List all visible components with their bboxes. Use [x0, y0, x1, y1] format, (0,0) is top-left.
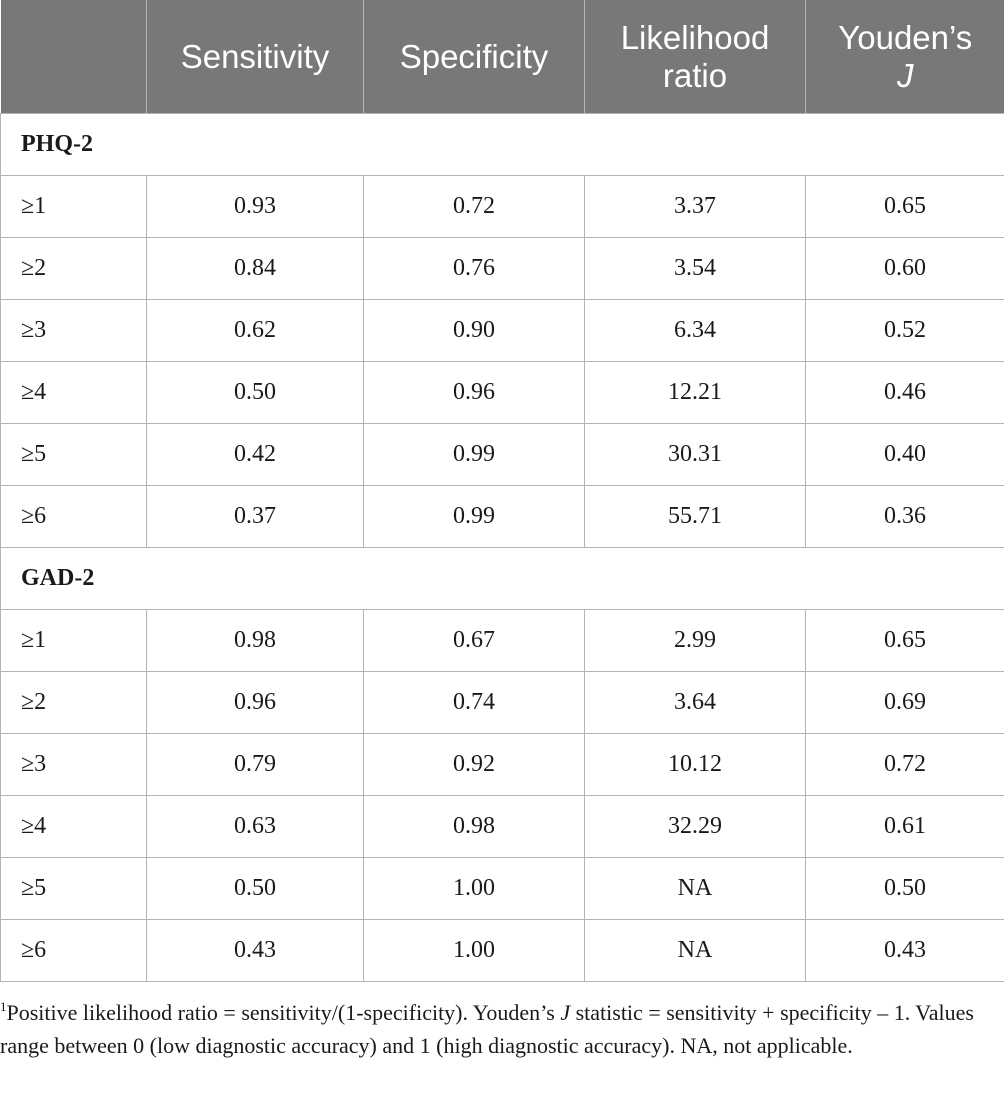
- likelihood-ratio-cell: 10.12: [585, 734, 806, 796]
- threshold-cell: ≥2: [1, 238, 147, 300]
- specificity-cell: 1.00: [364, 858, 585, 920]
- header-sensitivity: Sensitivity: [147, 0, 364, 114]
- table-row: [1, 796, 1004, 858]
- likelihood-ratio-cell: 12.21: [585, 362, 806, 424]
- likelihood-ratio-cell: 3.64: [585, 672, 806, 734]
- youden-j-cell: 0.72: [806, 734, 1004, 796]
- table-row: [1, 300, 1004, 362]
- table-row: [1, 176, 1004, 238]
- table-row: [1, 734, 1004, 796]
- footnote-text-part2: statistic = sensitivity + specificity – 1. Values range between 0 (low diagnostic accuracy) and 1 (high diagnostic accuracy). NA, not applicable.: [0, 1000, 974, 1058]
- header-likelihood-ratio-line1: Likelihood: [620, 18, 770, 56]
- youden-j-cell: 0.50: [806, 858, 1004, 920]
- sensitivity-cell: 0.50: [147, 362, 364, 424]
- threshold-cell: ≥3: [1, 734, 147, 796]
- specificity-cell: 0.99: [364, 486, 585, 548]
- sensitivity-cell: 0.43: [147, 920, 364, 982]
- header-youden-j-line2: J: [897, 56, 914, 94]
- specificity-cell: 1.00: [364, 920, 585, 982]
- sensitivity-cell: 0.98: [147, 610, 364, 672]
- specificity-cell: 0.92: [364, 734, 585, 796]
- sensitivity-cell: 0.50: [147, 858, 364, 920]
- likelihood-ratio-cell: 6.34: [585, 300, 806, 362]
- specificity-cell: 0.74: [364, 672, 585, 734]
- youden-j-cell: 0.61: [806, 796, 1004, 858]
- likelihood-ratio-cell: 3.54: [585, 238, 806, 300]
- likelihood-ratio-cell: 30.31: [585, 424, 806, 486]
- threshold-cell: ≥1: [1, 176, 147, 238]
- sensitivity-cell: 0.62: [147, 300, 364, 362]
- table-footnote: [0, 996, 1004, 1062]
- header-threshold: [1, 0, 147, 114]
- sensitivity-cell: 0.37: [147, 486, 364, 548]
- specificity-cell: 0.98: [364, 796, 585, 858]
- likelihood-ratio-cell: 3.37: [585, 176, 806, 238]
- table-row: [1, 672, 1004, 734]
- threshold-cell: ≥4: [1, 362, 147, 424]
- table-row: [1, 920, 1004, 982]
- threshold-cell: ≥3: [1, 300, 147, 362]
- table-row: [1, 486, 1004, 548]
- threshold-cell: ≥5: [1, 424, 147, 486]
- table-header: [1, 0, 1004, 114]
- likelihood-ratio-cell: NA: [585, 920, 806, 982]
- youden-j-cell: 0.46: [806, 362, 1004, 424]
- specificity-cell: 0.76: [364, 238, 585, 300]
- sensitivity-cell: 0.63: [147, 796, 364, 858]
- section-title: GAD-2: [1, 548, 1004, 610]
- section-row: [1, 548, 1004, 610]
- likelihood-ratio-cell: 32.29: [585, 796, 806, 858]
- sensitivity-cell: 0.79: [147, 734, 364, 796]
- table-row: [1, 858, 1004, 920]
- table-row: [1, 362, 1004, 424]
- likelihood-ratio-cell: 2.99: [585, 610, 806, 672]
- threshold-cell: ≥5: [1, 858, 147, 920]
- threshold-cell: ≥4: [1, 796, 147, 858]
- sensitivity-cell: 0.42: [147, 424, 364, 486]
- header-youden-j: [806, 0, 1004, 114]
- threshold-cell: ≥2: [1, 672, 147, 734]
- likelihood-ratio-cell: NA: [585, 858, 806, 920]
- header-likelihood-ratio-line2: ratio: [662, 56, 728, 94]
- specificity-cell: 0.90: [364, 300, 585, 362]
- table-row: [1, 610, 1004, 672]
- header-specificity: Specificity: [364, 0, 585, 114]
- table-body: [1, 114, 1004, 982]
- footnote-j-symbol: J: [560, 1000, 571, 1025]
- specificity-cell: 0.99: [364, 424, 585, 486]
- section-title: PHQ-2: [1, 114, 1004, 176]
- youden-j-cell: 0.65: [806, 176, 1004, 238]
- youden-j-cell: 0.60: [806, 238, 1004, 300]
- likelihood-ratio-cell: 55.71: [585, 486, 806, 548]
- youden-j-cell: 0.36: [806, 486, 1004, 548]
- footnote-text-part1: Positive likelihood ratio = sensitivity/(1-specificity). Youden’s: [6, 1000, 561, 1025]
- youden-j-cell: 0.40: [806, 424, 1004, 486]
- header-youden-j-line1: Youden’s: [838, 18, 973, 56]
- youden-j-cell: 0.65: [806, 610, 1004, 672]
- table-row: [1, 238, 1004, 300]
- specificity-cell: 0.67: [364, 610, 585, 672]
- header-likelihood-ratio: [585, 0, 806, 114]
- threshold-cell: ≥6: [1, 486, 147, 548]
- youden-j-cell: 0.69: [806, 672, 1004, 734]
- sensitivity-cell: 0.96: [147, 672, 364, 734]
- section-row: [1, 114, 1004, 176]
- sensitivity-cell: 0.93: [147, 176, 364, 238]
- threshold-cell: ≥1: [1, 610, 147, 672]
- threshold-cell: ≥6: [1, 920, 147, 982]
- header-row: [1, 0, 1004, 114]
- specificity-cell: 0.96: [364, 362, 585, 424]
- sensitivity-cell: 0.84: [147, 238, 364, 300]
- youden-j-cell: 0.52: [806, 300, 1004, 362]
- specificity-cell: 0.72: [364, 176, 585, 238]
- table-row: [1, 424, 1004, 486]
- youden-j-cell: 0.43: [806, 920, 1004, 982]
- footnote-marker: 1: [0, 999, 7, 1014]
